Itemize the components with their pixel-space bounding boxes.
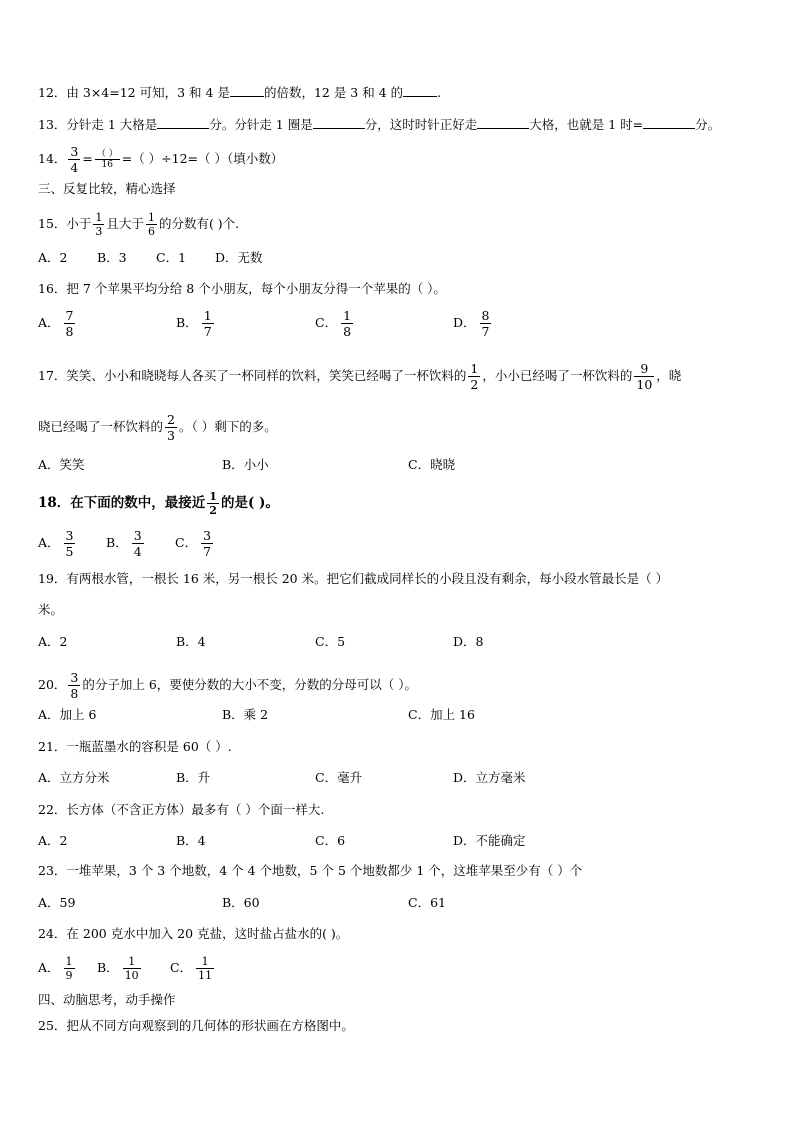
option-b[interactable]: B． $\frac{1}{10}$ [97, 955, 139, 982]
option-a[interactable]: A．笑笑 [38, 457, 85, 472]
fraction: $\frac{1}{9}$ [65, 955, 73, 982]
option-a[interactable]: A．加上 6 [38, 707, 97, 722]
fraction: $\frac{7}{8}$ [65, 308, 74, 339]
option-a[interactable]: A．2 [38, 634, 68, 649]
option-c[interactable]: C．晓晓 [408, 457, 456, 472]
option-c[interactable]: C． $\frac{1}{8}$ [315, 308, 352, 339]
option-b[interactable]: B． $\frac{3}{4}$ [106, 528, 142, 559]
option-b[interactable]: B．3 [97, 250, 127, 265]
question-14: 14． $\frac{3}{4}$ = $\frac{( )}{16}$ =（ ）÷12=（ ）（填小数） [38, 144, 284, 175]
option-a[interactable]: A． $\frac{3}{5}$ [38, 528, 74, 559]
question-24: 24．在 200 克水中加入 20 克盐，这时盐占盐水的( )。 [38, 926, 349, 941]
option-c[interactable]: C．61 [408, 895, 446, 910]
question-18: 18．在下面的数中，最接近 $\frac{1}{2}$ 的是( )。 [38, 490, 279, 517]
question-23: 23．一堆苹果，3 个 3 个地数，4 个 4 个地数，5 个 5 个地数都少 1 个，这堆苹果至少有（ ）个 [38, 863, 583, 878]
option-c[interactable]: C．毫升 [315, 770, 363, 785]
fraction: $\frac{1}{6}$ [147, 211, 155, 238]
question-number: 14． [38, 151, 67, 166]
fraction: $\frac{3}{4}$ [70, 144, 79, 175]
answer-blank[interactable] [643, 116, 695, 129]
question-number: 13． [38, 117, 67, 132]
option-a[interactable]: A． $\frac{7}{8}$ [38, 308, 74, 339]
fraction: $\frac{3}{8}$ [70, 670, 79, 701]
fraction: $\frac{8}{7}$ [481, 308, 490, 339]
question-25: 25．把从不同方向观察到的几何体的形状画在方格图中。 [38, 1018, 354, 1033]
option-b[interactable]: B．小小 [222, 457, 269, 472]
fraction: $\frac{3}{7}$ [203, 528, 212, 559]
option-a[interactable]: A．2 [38, 833, 68, 848]
question-16: 16．把 7 个苹果平均分给 8 个小朋友，每个小朋友分得一个苹果的（ ）。 [38, 281, 446, 296]
option-a[interactable]: A．59 [38, 895, 76, 910]
fraction: $\frac{1}{10}$ [124, 955, 139, 982]
question-13: 13．分针走 1 大格是 分。分针走 1 圈是 分，这时时针正好走 大格，也就是 1 时= 分。 [38, 117, 721, 132]
question-22: 22．长方体（不含正方体）最多有（ ）个面一样大. [38, 802, 325, 817]
fraction: $\frac{3}{5}$ [65, 528, 74, 559]
fraction: $\frac{1}{2}$ [209, 490, 217, 517]
fraction: $\frac{1}{2}$ [470, 361, 479, 392]
fraction: $\frac{1}{11}$ [198, 955, 213, 982]
question-number: 18． [38, 495, 71, 511]
option-c[interactable]: C．1 [156, 250, 187, 265]
option-b[interactable]: B．升 [176, 770, 211, 785]
option-b[interactable]: B．4 [176, 833, 206, 848]
option-b[interactable]: B．4 [176, 634, 206, 649]
question-number: 25． [38, 1018, 67, 1033]
question-19: 19．有两根水管，一根长 16 米，另一根长 20 米。把它们截成同样长的小段且没有剩余，每小段水管最长是（ ） [38, 571, 669, 586]
option-d[interactable]: D． $\frac{8}{7}$ [453, 308, 490, 339]
answer-blank[interactable] [477, 116, 529, 129]
option-c[interactable]: C． $\frac{1}{11}$ [170, 955, 213, 982]
option-b[interactable]: B．乘 2 [222, 707, 269, 722]
option-c[interactable]: C．6 [315, 833, 346, 848]
question-number: 21． [38, 739, 67, 754]
section-heading: 四、动脑思考，动手操作 [38, 992, 176, 1007]
answer-blank[interactable] [157, 116, 209, 129]
option-d[interactable]: D．无数 [215, 250, 263, 265]
question-21: 21．一瓶蓝墨水的容积是 60（ ）. [38, 739, 232, 754]
fraction: $\frac{( )}{16}$ [96, 149, 118, 170]
option-d[interactable]: D．不能确定 [453, 833, 526, 848]
option-c[interactable]: C．5 [315, 634, 346, 649]
fraction: $\frac{1}{8}$ [343, 308, 352, 339]
question-number: 12． [38, 85, 67, 100]
fraction: $\frac{1}{7}$ [203, 308, 212, 339]
fraction: $\frac{3}{4}$ [133, 528, 142, 559]
answer-blank[interactable] [230, 84, 264, 97]
question-number: 16． [38, 281, 67, 296]
option-b[interactable]: B．60 [222, 895, 260, 910]
question-19-cont: 米。 [38, 602, 64, 617]
question-number: 20． [38, 677, 67, 692]
fraction: $\frac{9}{10}$ [636, 361, 653, 392]
answer-blank[interactable] [403, 84, 437, 97]
fraction: $\frac{1}{3}$ [95, 211, 103, 238]
option-a[interactable]: A．2 [38, 250, 68, 265]
option-b[interactable]: B． $\frac{1}{7}$ [176, 308, 212, 339]
question-17: 17．笑笑、小小和晓晓每人各买了一杯同样的饮料，笑笑已经喝了一杯饮料的 $\frac{1}{2}$ ，小小已经喝了一杯饮料的 $\frac{9}{10}$ ，晓 [38, 361, 682, 392]
option-a[interactable]: A． $\frac{1}{9}$ [38, 955, 73, 982]
section-heading: 三、反复比较，精心选择 [38, 181, 176, 196]
question-17-cont: 晓已经喝了一杯饮料的 $\frac{2}{3}$ 。（ ）剩下的多。 [38, 412, 277, 443]
option-d[interactable]: D．8 [453, 634, 484, 649]
fraction: $\frac{2}{3}$ [167, 412, 175, 443]
option-d[interactable]: D．立方毫米 [453, 770, 526, 785]
question-number: 24． [38, 926, 67, 941]
option-a[interactable]: A．立方分米 [38, 770, 110, 785]
question-12: 12．由 3×4=12 可知，3 和 4 是 的倍数，12 是 3 和 4 的 . [38, 85, 442, 100]
question-number: 22． [38, 802, 67, 817]
option-c[interactable]: C．加上 16 [408, 707, 475, 722]
question-number: 19． [38, 571, 67, 586]
question-number: 17． [38, 368, 67, 383]
answer-blank[interactable] [313, 116, 365, 129]
question-15: 15．小于 $\frac{1}{3}$ 且大于 $\frac{1}{6}$ 的分数有( )个. [38, 211, 240, 238]
question-number: 15． [38, 216, 67, 231]
question-20: 20． $\frac{3}{8}$ 的分子加上 6，要使分数的大小不变，分数的分母可以（ ）。 [38, 670, 418, 701]
question-number: 23． [38, 863, 67, 878]
option-c[interactable]: C． $\frac{3}{7}$ [175, 528, 212, 559]
